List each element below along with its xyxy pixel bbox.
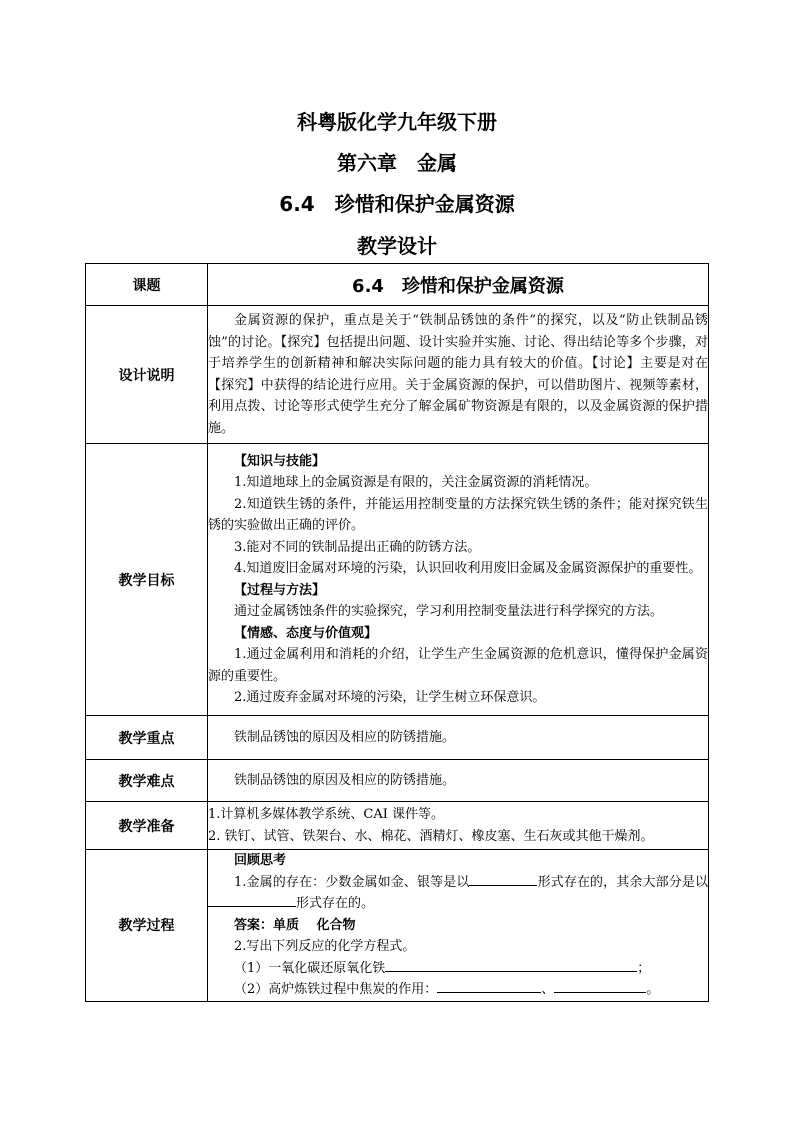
design-label: 设计说明 [86,306,208,444]
emotion-heading: 【情感、态度与价值观】 [234,625,378,641]
key-point-row [86,716,709,760]
design-text: 金属资源的保护，重点是关于“铁制品锈蚀的条件”的探究，以及“防止铁制品锈蚀”的讨论。【探究】包括提出问题、设计实验并实施、讨论、得出结论等多个步骤，对于培养学生的创新精神和解决实际问题的能力具有较大的价值。【讨论】主要是对在【探究】中获得的结论进行应用。关于金属资源的保护，可以借助图片、视频等素材，利用点拨、讨论等形式使学生充分了解金属矿物资源是有限的，以及金属资源的保护措施。 [208,313,708,436]
coke-role-blank-2 [554,979,646,993]
question-1-answer: 答案：单质 化合物 [234,917,356,933]
knowledge-item-4: 4.知道废旧金属对环境的污染，认识回收利用废旧金属及金属资源保护的重要性。 [234,561,702,576]
section-title: 6.4 珍惜和保护金属资源 [279,192,515,216]
coke-role-blank-1 [437,979,541,993]
difficulty-label: 教学难点 [86,760,208,802]
difficulty-text: 铁制品锈蚀的原因及相应的防锈措施。 [234,772,456,788]
preparation-cell [208,802,709,850]
answer-blank-2 [208,893,296,907]
design-row [86,306,709,444]
process-cell [208,850,709,1002]
preparation-item-2: 2. 铁钉、试管、铁架台、水、棉花、酒精灯、橡皮塞、生石灰或其他干燥剂。 [208,828,654,844]
question-2-item-2-end: 。 [646,982,660,997]
question-1-part-c: 形式存在的。 [296,896,375,911]
equation-blank [385,958,637,972]
emotion-item-2: 2.通过废弃金属对环境的污染，让学生树立环保意识。 [234,690,546,705]
knowledge-item-1: 1.知道地球上的金属资源是有限的，关注金属资源的消耗情况。 [234,475,598,490]
goals-row [86,444,709,716]
process-label: 教学过程 [86,850,208,1002]
topic-label: 课题 [86,264,208,306]
difficulty-row [86,760,709,802]
question-2-item-1-end: ； [637,960,651,976]
knowledge-heading: 【知识与技能】 [234,453,326,469]
preparation-item-1: 1.计算机多媒体教学系统、CAI 课件等。 [208,807,445,822]
question-2-item-2-text: （2）高炉炼铁过程中焦炭的作用： [234,982,438,997]
topic-row [86,264,709,306]
process-method-heading: 【过程与方法】 [234,582,326,598]
key-point-text: 铁制品锈蚀的原因及相应的防锈措施。 [234,729,456,745]
preparation-label: 教学准备 [86,802,208,850]
process-row [86,850,709,1002]
question-2: 2.写出下列反应的化学方程式。 [234,939,416,954]
goals-cell [208,444,709,716]
review-heading: 回顾思考 [234,853,287,868]
document-type-title: 教学设计 [357,234,437,258]
knowledge-item-3: 3.能对不同的铁制品提出正确的防锈方法。 [234,539,481,555]
preparation-row [86,802,709,850]
emotion-item-1: 1.通过金属利用和消耗的介绍，让学生产生金属资源的危机意识，懂得保护金属资源的重要性。 [208,647,708,684]
topic-value: 6.4 珍惜和保护金属资源 [208,264,709,306]
answer-blank-1 [469,872,537,886]
lesson-plan-table [85,263,709,1002]
question-2-item-1 [208,958,708,980]
question-2-item-2-separator: 、 [541,982,555,997]
design-cell [208,306,709,444]
goals-label: 教学目标 [86,444,208,716]
book-title: 科粤版化学九年级下册 [297,110,497,134]
difficulty-cell [208,760,709,802]
key-point-cell [208,716,709,760]
question-1-part-b: 形式存在的，其余大部分是以 [537,874,708,890]
question-1 [208,872,708,915]
question-2-item-1-text: （1）一氧化碳还原氧化铁 [234,960,386,976]
process-method-item: 通过金属锈蚀条件的实验探究，学习利用控制变量法进行科学探究的方法。 [234,604,664,619]
chapter-title: 第六章 金属 [337,151,457,175]
key-point-label: 教学重点 [86,716,208,760]
question-2-item-2 [208,979,708,1001]
knowledge-item-2: 2.知道铁生锈的条件，并能运用控制变量的方法探究铁生锈的条件；能对探究铁生锈的实验做出正确的评价。 [208,496,708,533]
question-1-part-a: 1.金属的存在：少数金属如金、银等是以 [234,874,470,890]
